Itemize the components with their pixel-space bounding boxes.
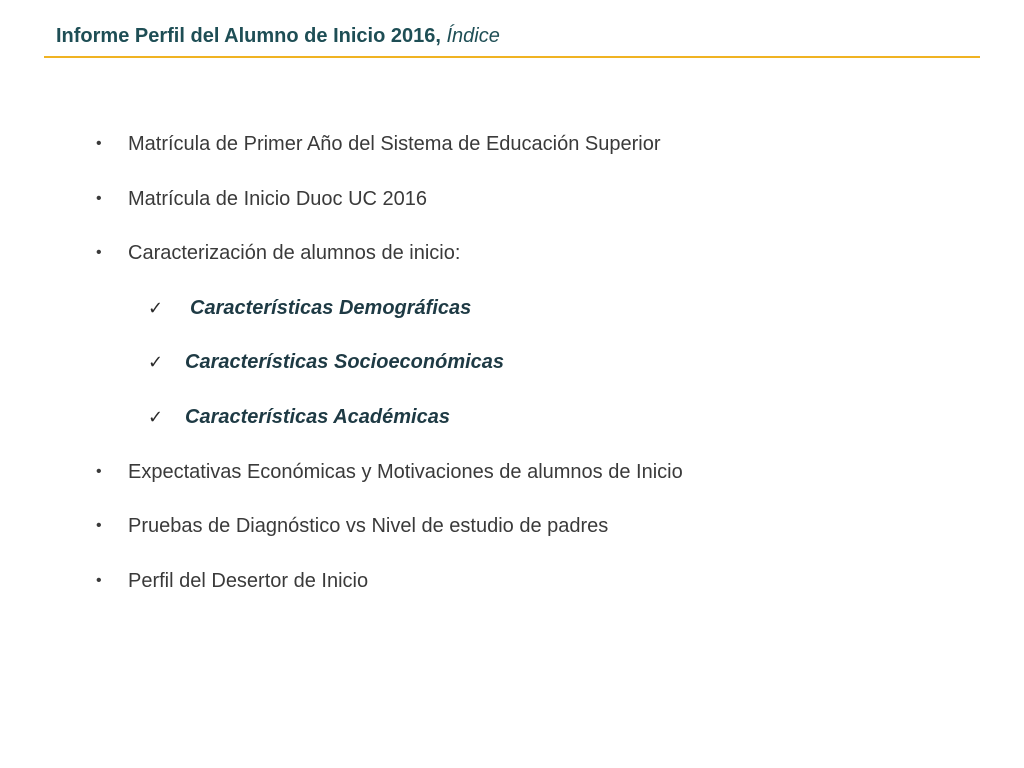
list-item-text: Expectativas Económicas y Motivaciones de alumnos de Inicio <box>128 461 683 483</box>
slide-title-main: Informe Perfil del Alumno de Inicio 2016, <box>56 25 441 47</box>
bullet-icon: • <box>96 463 102 480</box>
list-item-text: Matrícula de Inicio Duoc UC 2016 <box>128 188 428 210</box>
slide-title <box>56 22 500 50</box>
list-item-text: Caracterización de alumnos de inicio: <box>128 242 461 264</box>
header-divider <box>44 56 980 58</box>
list-item-text: Perfil del Desertor de Inicio <box>128 570 369 592</box>
list-item-text: Matrícula de Primer Año del Sistema de Educación Superior <box>128 133 661 155</box>
bullet-icon: • <box>96 572 102 589</box>
check-icon: ✓ <box>148 298 164 318</box>
bullet-icon: • <box>96 135 102 152</box>
sub-list-item-text: Características Demográficas <box>190 297 472 319</box>
sub-list-item-text: Características Académicas <box>185 406 450 428</box>
check-icon: ✓ <box>148 407 164 427</box>
bullet-icon: • <box>96 190 102 207</box>
sub-list-item-text: Características Socioeconómicas <box>185 351 505 373</box>
slide-title-subtitle: Índice <box>446 25 500 47</box>
bullet-icon: • <box>96 244 102 261</box>
bullet-icon: • <box>96 517 102 534</box>
check-icon: ✓ <box>148 352 164 372</box>
list-item-text: Pruebas de Diagnóstico vs Nivel de estudio de padres <box>128 515 609 537</box>
